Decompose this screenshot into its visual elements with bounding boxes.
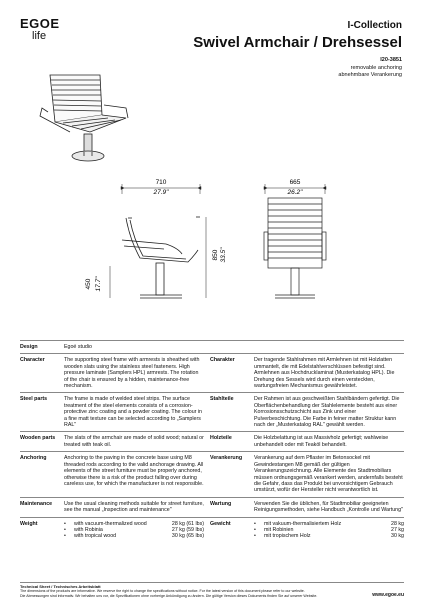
spec-row-steel <box>20 392 404 431</box>
product-code: I20-3851 <box>380 57 402 63</box>
dim-width-in: 27.9" <box>153 189 169 196</box>
weight-de-list: • mit vakuum-thermalisiertem Holz 28 kg • mit Robinien 27 kg • mit tropischem Holz 30 kg <box>254 520 404 540</box>
dim-seat-mm: 450 <box>85 278 92 290</box>
wooden-de: Die Holzbelattung ist aus Massivholz gefertigt; wahlweise unbehandelt oder mit Teaköl behandelt. <box>254 435 389 448</box>
character-de: Der tragende Stahlrahmen mit Armlehnen ist mit Holzlatten ummantelt, die mit Edelstahlverschlüssen befestigt sind. Armlehnen aus Hochdrucklaminat (Musterkatalog HPL). Die Drehung des Sessels wird durch einen versteckten, wartungsfreien Mechanismus gewährleistet. <box>254 357 395 390</box>
footer-heading: Technical Sheet / Technisches Arbeitsblatt <box>20 584 101 589</box>
website-link[interactable]: www.egoe.eu <box>372 592 404 598</box>
wooden-label-de: Holzteile <box>210 435 232 442</box>
maintenance-label: Maintenance <box>20 500 53 507</box>
brand-logo <box>20 18 60 42</box>
dim-height-mm: 850 <box>212 249 219 261</box>
note-en: removable anchoring <box>350 64 402 71</box>
spec-row-weight <box>20 517 404 543</box>
chair-perspective-illustration <box>30 60 140 170</box>
dim-height-in: 33.5" <box>220 247 227 263</box>
collection-name: I-Collection <box>347 20 402 31</box>
page-title: Swivel Armchair / Drehsessel <box>193 34 402 51</box>
weight-en-list: • with vacuum-thermalized wood 28 kg (61 lbs) • with Robinia 27 kg (59 lbs) • with tropical wood 30 kg (65 lbs) <box>64 520 204 540</box>
spec-row-maintenance <box>20 497 404 517</box>
wooden-en: The slats of the armchair are made of solid wood; natural or treated with teak oil. <box>64 435 204 448</box>
product-meta <box>338 57 402 80</box>
weight-en-name: with tropical wood <box>74 533 117 540</box>
side-view-drawing <box>70 170 230 340</box>
character-label: Character <box>20 357 45 364</box>
brand-sub: life <box>32 30 47 42</box>
spec-row-anchoring <box>20 451 404 496</box>
steel-label: Steel parts <box>20 396 48 403</box>
note-de: abnehmbare Verankerung <box>338 72 402 78</box>
weight-en-value: 28 kg (61 lbs) <box>171 520 204 527</box>
dim-seat-in: 17.7" <box>95 276 102 292</box>
dim-width-mm: 710 <box>155 179 167 186</box>
anchoring-label-de: Verankerung <box>210 455 243 462</box>
anchoring-en: Anchoring to the paving in the concrete base using M8 threaded rods according to the valid anchorage drawing. All elements of the street furniture must be properly anchored, otherwise there is a risk of the product falling over during careless use, for which the manufacturer is not responsible. <box>64 455 204 487</box>
steel-label-de: Stahlteile <box>210 396 234 403</box>
weight-label-de: Gewicht <box>210 520 231 527</box>
steel-en: The frame is made of welded steel strips. The surface treatment of the steel elements consists of a corrosion-protective zinc coating and a powder coating. The colour in a fine matt texture can be selected according to „Samplers RAL" <box>64 396 202 429</box>
weight-de-name: mit vakuum-thermalisiertem Holz <box>264 520 342 527</box>
weight-en-value: 27 kg (59 lbs) <box>171 526 204 533</box>
dim-depth-mm: 665 <box>289 179 301 186</box>
footer-line-de: Die Abmessungen sind informativ. Wir behalten uns vor, die Spezifikationen ohne vorherige Ankündigung zu ändern. Die gültige Version dieses Dokuments finden Sie auf unserer Website. <box>20 593 318 598</box>
dim-depth-in: 26.2" <box>287 189 303 196</box>
weight-label: Weight <box>20 520 38 527</box>
design-value: Egoé studio <box>64 344 92 350</box>
steel-de: Der Rahmen ist aus geschweißten Stahlbändern gefertigt. Die Oberflächenbehandlung der Stahlelemente besteht aus einer Korrosionsschutzschicht aus Zink und einer Pulverbeschichtung. Die Farbe in feiner matter Struktur kann nach der „Musterkatalog RAL" gewählt werden. <box>254 396 400 429</box>
anchoring-label: Anchoring <box>20 455 47 462</box>
maintenance-en: Use the usual cleaning methods suitable for street furniture, see the manual „Inspection and maintenance" <box>64 500 204 514</box>
weight-de-value: 30 kg <box>391 533 404 540</box>
anchoring-de: Verankerung auf dem Pflaster im Betonsockel mit Gewindestangen M8 gemäß der gültigen Verankerungszeichnung. Alle Elemente des Stadtmobiliars müssen ordnungsgemäß verankert werden, andernfalls besteht die Gefahr, dass das Produkt bei unvorsichtigem Gebrauch umstürzt, wofür der Hersteller nicht verantwortlich ist. <box>254 455 403 494</box>
maintenance-label-de: Wartung <box>210 500 232 507</box>
character-label-de: Charakter <box>210 357 235 364</box>
wooden-label: Wooden parts <box>20 435 56 442</box>
character-en: The supporting steel frame with armrests is sheathed with wooden slats using the stainless steel fasteners. High pressure laminate (Samplers HPL) armrests. The rotation of the chair is ensured by a hidden, maintenance-free mechanism. <box>64 357 200 390</box>
spec-table <box>20 340 404 543</box>
weight-de-value: 28 kg <box>391 520 404 527</box>
weight-en-name: with Robinia <box>74 526 103 533</box>
weight-en-value: 30 kg (65 lbs) <box>171 533 204 540</box>
weight-en-name: with vacuum-thermalized wood <box>74 520 147 527</box>
maintenance-de: Verwenden Sie die üblichen, für Stadtmobiliar geeigneten Reinigungsmethoden, siehe Handbuch „Kontrolle und Wartung" <box>254 500 403 514</box>
spec-row-design <box>20 340 404 353</box>
weight-de-value: 27 kg <box>391 526 404 533</box>
design-label: Design <box>20 344 38 350</box>
footer-line-en: The dimensions of the products are informative. We reserve the right to change the specifications without notice. For the latest version of this document please refer to our website. <box>20 589 305 594</box>
weight-de-name: mit tropischem Holz <box>264 533 311 540</box>
front-view-drawing <box>255 170 335 340</box>
footer <box>20 582 404 598</box>
spec-row-wooden <box>20 431 404 451</box>
weight-de-name: mit Robinien <box>264 526 294 533</box>
brand-name: EGOE <box>20 16 60 31</box>
spec-row-character <box>20 353 404 392</box>
